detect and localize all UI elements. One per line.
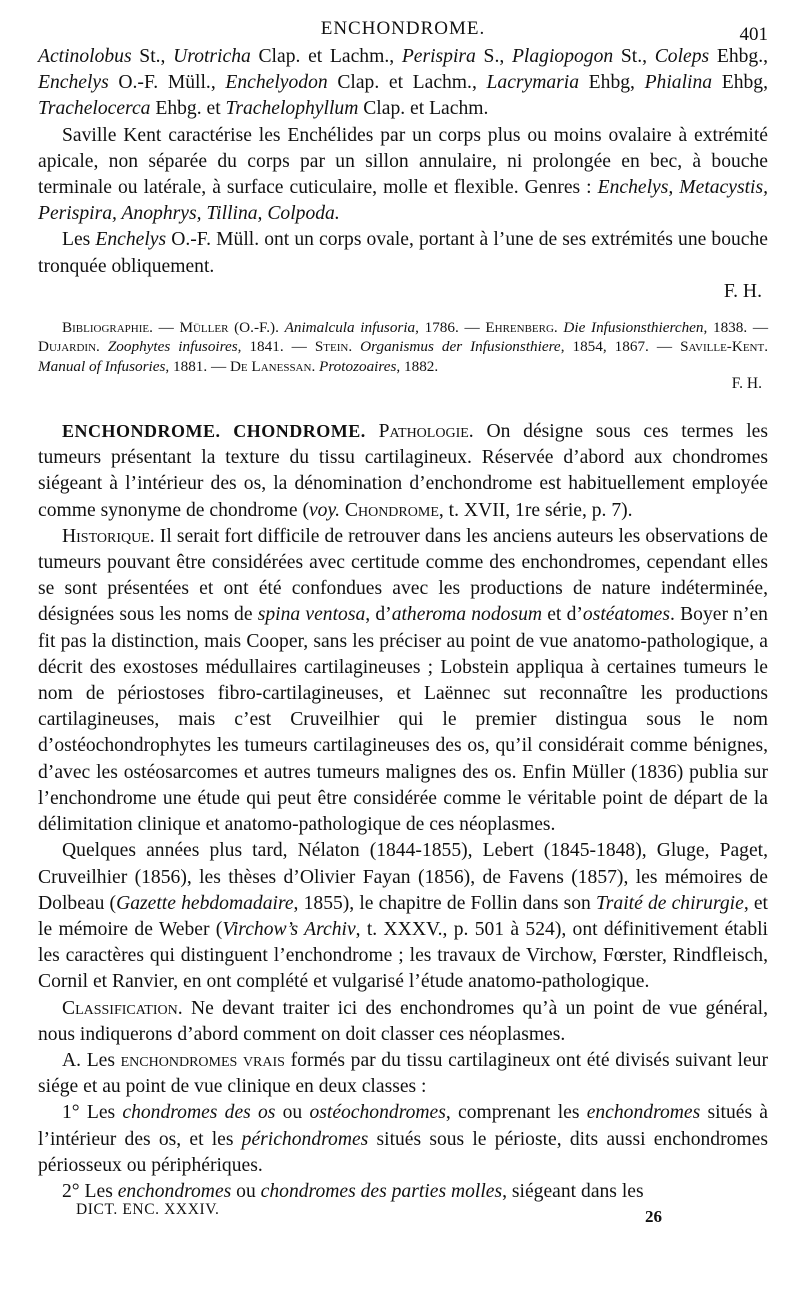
section-label: Pathologie. [378,421,474,443]
page-header [38,14,768,44]
class-a-paragraph: A. Les enchondromes vrais formés par du tissu cartilagineux ont été divisés suivant leur siége et au point de vue clinique en deux classes : [38,1049,768,1098]
running-title: ENCHONDROME. [320,18,486,39]
page [38,14,768,1205]
bibliography: Bibliographie. — Müller (O.-F.). Animalcula infusoria, 1786. — Ehrenberg. Die Infusionsthierchen, 1838. — Dujardin. Zoophytes infusoires, 1841. — Stein. Organismus der Infusionsthiere, 1854, 1867. — Saville-Kent. Manual of Infusories, 1881. — De Lanessan. Protozoaires, 1882. [38,318,769,375]
enchelys-paragraph: Les Enchelys O.-F. Müll. ont un corps ovale, portant à l’une de ses extrémités une bouche tronquée obliquement. [38,229,768,277]
author-signature: F. H. [723,280,762,302]
historique-label: Historique. [62,525,155,547]
later-works-paragraph: Quelques années plus tard, Nélaton (1844-1855), Lebert (1845-1848), Gluge, Paget, Cruveilhier (1856), les thèses d’Olivier Fayan (1856), de Favens (1857), les mémoires de Dolbeau (Gazette hebdomadaire, 1855), le chapitre de Follin dans son Traité de chirurgie, et le mémoire de Weber (Virchow’s Archiv, t. XXXV., p. 501 à 524), ont définitivement établi les caractères qui distinguent l’enchondrome ; les travaux de Virchow, Fœrster, Rindfleisch, Cornil et Ranvier, en ont complété et vulgarisé l’étude anatomo-pathologique. [38,840,769,993]
genera-list: Actinolobus St., Urotricha Clap. et Lachm., Perispira S., Plagiopogon St., Coleps Ehbg., Enchelys O.-F. Müll., Enchelyodon Clap. et Lachm., Lacrymaria Ehbg, Phialina Ehbg, Trachelocerca Ehbg. et Trachelophyllum Clap. et Lachm. [38,46,769,120]
page-number: 401 [739,24,768,45]
headword-synonym: CHONDROME. [233,421,366,442]
entry-enchondrome [38,418,768,1205]
bibliography-signature: F. H. [731,375,762,393]
gathering-number: 26 [645,1207,662,1226]
entry-intro: ENCHONDROME. CHONDROME. Pathologie. On désigne sous ces termes les tumeurs présentant la texture du tissu cartilagineux. Réservée d’abord aux chondromes siégeant à l’intérieur des os, la dénomination d’enchondrome est habituellement employée comme synonyme de chondrome (voy. Chondrome, t. XVII, 1re série, p. 7). [38,421,768,521]
classification-paragraph: Classification. Ne devant traiter ici des enchondromes qu’à un point de vue général, nous indiquerons d’abord comment on doit classer ces néoplasmes. [38,997,768,1045]
class-2-paragraph: 2° Les enchondromes ou chondromes des parties molles, siégeant dans les [62,1180,644,1202]
class-1-paragraph: 1° Les chondromes des os ou ostéochondromes, comprenant les enchondromes situés à l’intérieur des os, et les périchondromes situés sous le périoste, dits aussi enchondromes périosseux ou périphériques. [38,1102,769,1176]
headword: ENCHONDROME. [62,421,221,442]
page-footer [38,1195,762,1231]
classification-label: Classification. [62,997,183,1019]
saville-kent-paragraph: Saville Kent caractérise les Enchélides par un corps plus ou moins ovalaire à extrémité apicale, non séparée du corps par un sillon annulaire, ni prolongée en bec, à bouche terminale ou latérale, à surface cuticulaire, molle et flexible. Genres : Enchelys, Metacystis, Perispira, Anophrys, Tillina, Colpoda. [38,124,768,225]
historique-paragraph: Historique. Il serait fort difficile de retrouver dans les anciens auteurs les observations de tumeurs pouvant être considérées avec certitude comme des enchondromes, cependant elles se sont présentées et ont été confondues avec les productions de nature indéterminée, désignées sous les noms de spina ventosa, d’atheroma nodosum et d’ostéatomes. Boyer n’en fit pas la distinction, mais Cooper, sans les préciser au point de vue anatomo-pathologique, a décrit des exostoses médullaires cartilagineuses ; Lobstein appliqua à certaines tumeurs le nom de périostoses fibro-cartilagineuses, et Laënnec sut reconnaître les productions cartilagineuses, mais c’est Cruveilhier qui le premier distingua sous le nom d’ostéochondrophytes les tumeurs cartilagineuses des os, qu’il considérait comme bénignes, d’avec les ostéosarcomes et autres tumeurs malignes des os. Enfin Müller (1836) publia sur l’enchondrome une étude qui peut être considérée comme le véritable point de départ de la délimitation clinique et anatomo-pathologique de ces néoplasmes. [38,525,768,836]
volume-signature: DICT. ENC. XXXIV. [76,1201,220,1218]
